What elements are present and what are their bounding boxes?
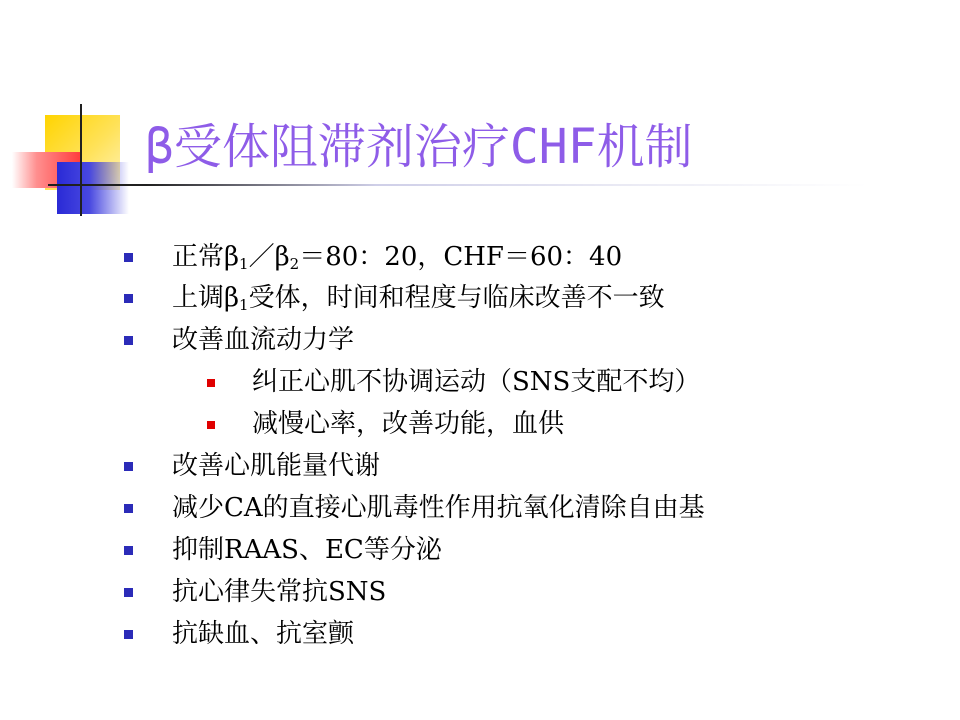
bullet-square-icon xyxy=(124,294,133,303)
bullet-square-icon xyxy=(124,253,133,262)
bullet-item xyxy=(172,530,442,570)
bullet-text: 上调$\beta_1$受体，时间和程度与临床改善不一致 xyxy=(172,283,665,314)
bullet-item xyxy=(172,572,386,612)
bullet-text: 抗缺血、抗室颤 xyxy=(172,619,355,649)
sub-bullet-item xyxy=(252,362,700,402)
bullet-item xyxy=(172,446,380,486)
bullet-item xyxy=(172,237,622,277)
sub-bullet-text: 减慢心率，改善功能，血供 xyxy=(252,409,565,439)
sub-bullet-square-icon xyxy=(207,379,215,387)
bullet-text: 正常$\beta_1/\beta_2=80$：20，CHF＝60：40 xyxy=(172,242,623,273)
bullet-square-icon xyxy=(124,462,133,471)
bullet-square-icon xyxy=(124,588,133,597)
bullet-text: 抑制RAAS、EC等分泌 xyxy=(172,535,442,565)
bullet-item xyxy=(172,614,354,654)
bullet-square-icon xyxy=(124,630,133,639)
bullet-item xyxy=(172,278,665,318)
bullet-square-icon xyxy=(124,504,133,513)
bullet-item xyxy=(172,320,354,360)
bullet-text: 改善心肌能量代谢 xyxy=(172,451,381,481)
sub-bullet-square-icon xyxy=(207,421,215,429)
bullet-text: 改善血流动力学 xyxy=(172,325,355,355)
bullet-square-icon xyxy=(124,546,133,555)
bullet-square-icon xyxy=(124,336,133,345)
sub-bullet-item xyxy=(252,404,564,444)
bullet-item xyxy=(172,488,705,528)
sub-bullet-text: 纠正心肌不协调运动（SNS支配不均） xyxy=(252,367,701,397)
slide-title: β受体阻滞剂治疗CHF机制 xyxy=(145,119,693,175)
bullet-text: 减少CA的直接心肌毒性作用抗氧化清除自由基 xyxy=(172,493,705,523)
bullet-text: 抗心律失常抗SNS xyxy=(172,577,387,607)
